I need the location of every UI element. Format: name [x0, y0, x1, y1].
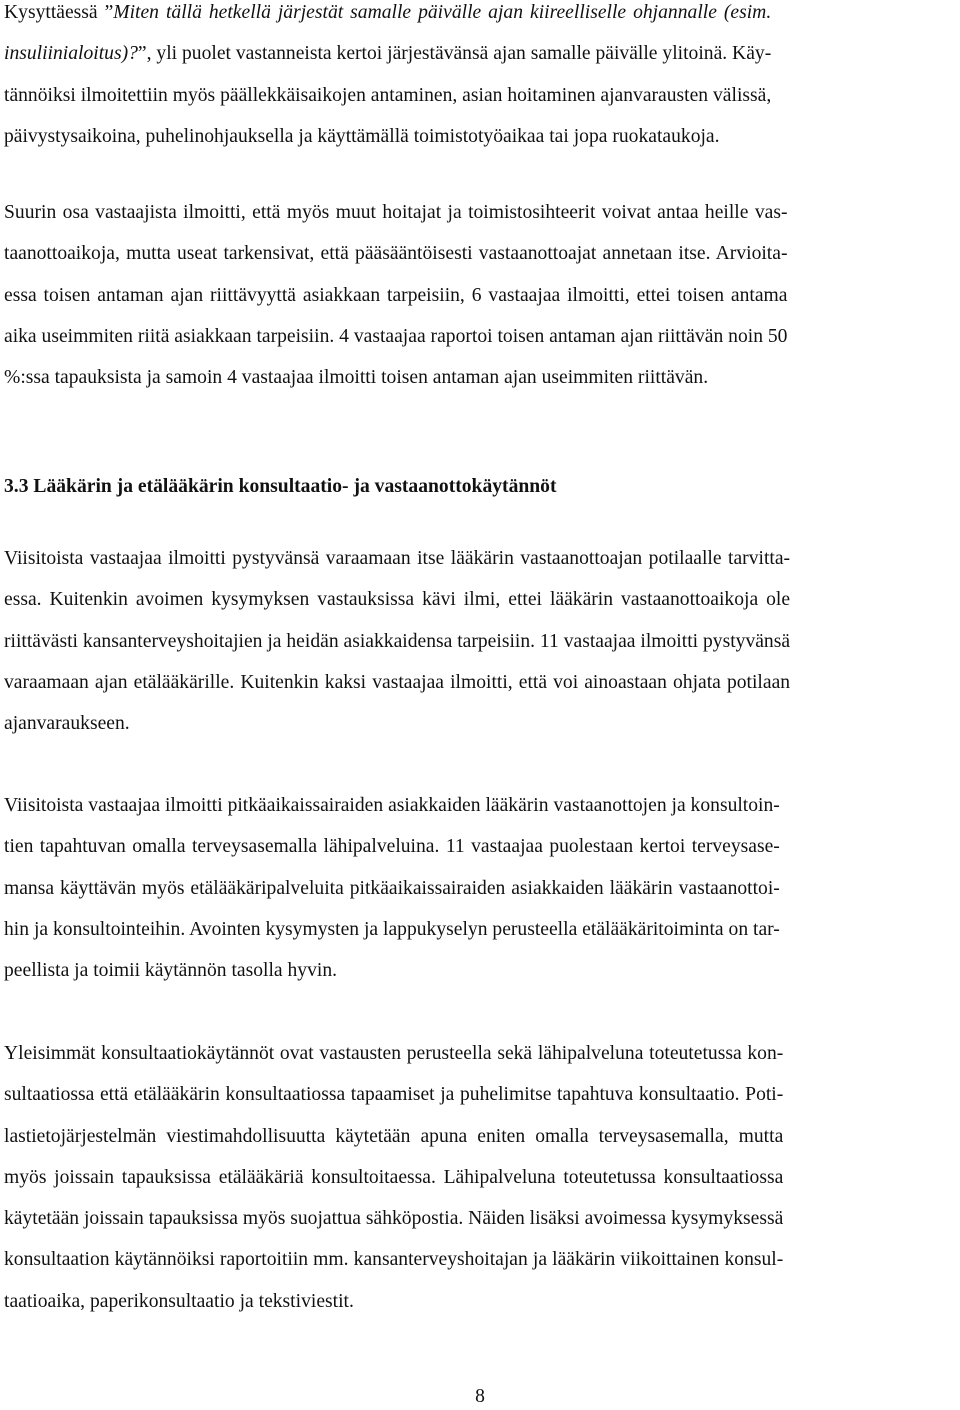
paragraph-line: essa toisen antaman ajan riittävyyttä asiakkaan tarpeisiin, 6 vastaajaa ilmoitti, ettei toisen antama: [4, 284, 788, 306]
paragraph-line: taatioaika, paperikonsultaatio ja tekstiviestit.: [4, 1290, 354, 1312]
paragraph-line: hin ja konsultointeihin. Avointen kysymysten ja lappukyselyn perusteella etälääkäritoiminta on tar-: [4, 918, 780, 940]
paragraph-line: Suurin osa vastaajista ilmoitti, että myös muut hoitajat ja toimistosihteerit voivat antaa heille vas-: [4, 202, 788, 223]
paragraph-line: %:ssa tapauksista ja samoin 4 vastaajaa ilmoitti toisen antaman ajan useimmiten riittävän.: [4, 367, 709, 389]
paragraph-other-staff: [4, 192, 787, 398]
paragraph-line: taanottoaikoja, mutta useat tarkensivat, että pääsääntöisesti vastaanottoajat annetaan itse. Arvioita-: [4, 243, 788, 265]
section-heading: 3.3 Lääkärin ja etälääkärin konsultaatio- ja vastaanottokäytännöt: [4, 476, 557, 497]
paragraph-line: tien tapahtuvan omalla terveysasemalla lähipalveluina. 11 vastaajaa puolestaan kertoi terveysase-: [4, 836, 780, 858]
paragraph-line: sultaatiossa että etälääkärin konsultaatiossa tapaamiset ja puhelimitse tapahtuva konsultaatio. Poti-: [4, 1084, 784, 1106]
paragraph-line: Viisitoista vastaajaa ilmoitti pitkäaikaissairaiden asiakkaiden lääkärin vastaanottojen ja konsultoin-: [4, 795, 780, 816]
italic-question-part-2: insuliinialoitus)?: [4, 43, 138, 65]
paragraph-line: Viisitoista vastaajaa ilmoitti pystyvänsä varaamaan itse lääkärin vastaanottoajan potilaalle tarvitta-: [4, 548, 791, 569]
paragraph-line: [4, 0, 771, 33]
paragraph-line: Yleisimmät konsultaatiokäytännöt ovat vastausten perusteella sekä lähipalveluna toteutetussa kon-: [4, 1043, 784, 1064]
text-suffix: ”, yli puolet vastanneista kertoi järjestävänsä ajan samalle päivälle ylitoinä. Käy-: [137, 43, 772, 65]
italic-question-part-1: Miten tällä hetkellä järjestät samalle päivälle ajan kiireelliselle ohjannalle (esim.: [113, 2, 772, 23]
paragraph-chronic-patients: [4, 785, 780, 991]
paragraph-line: [4, 33, 771, 74]
paragraph-line: myös joissain tapauksissa etälääkäriä konsultoitaessa. Lähipalveluna toteutetussa konsultaatiossa: [4, 1166, 784, 1188]
paragraph-line: käytetään joissain tapauksissa myös suojattua sähköpostia. Näiden lisäksi avoimessa kysymyksessä: [4, 1208, 784, 1230]
paragraph-line: riittävästi kansanterveyshoitajien ja heidän asiakkaidensa tarpeisiin. 11 vastaajaa ilmoitti pystyvänsä: [4, 630, 791, 652]
paragraph-line: päivystysaikoina, puhelinohjauksella ja käyttämällä toimistotyöaikaa tai jopa ruokataukoja.: [4, 125, 720, 147]
paragraph-line: tännöiksi ilmoitettiin myös päällekkäisaikojen antaminen, asian hoitaminen ajanvarausten välissä,: [4, 84, 772, 106]
paragraph-line: essa. Kuitenkin avoimen kysymyksen vastauksissa kävi ilmi, ettei lääkärin vastaanottoaikoja ole: [4, 589, 791, 611]
paragraph-line: konsultaation käytännöiksi raportoitiin mm. kansanterveyshoitajan ja lääkärin viikoittainen konsul-: [4, 1249, 784, 1271]
paragraph-line: mansa käyttävän myös etälääkäripalveluita pitkäaikaissairaiden asiakkaiden lääkärin vastaanottoi-: [4, 877, 780, 899]
paragraph-line: varaamaan ajan etälääkärille. Kuitenkin kaksi vastaajaa ilmoitti, että voi ainoastaan ohjata potilaan: [4, 671, 791, 693]
text-prefix: Kysyttäessä ”: [4, 2, 114, 23]
page-number: 8: [475, 1386, 485, 1407]
paragraph-line: peellista ja toimii käytännön tasolla hyvin.: [4, 960, 338, 982]
paragraph-line: aika useimmiten riitä asiakkaan tarpeisiin. 4 vastaajaa raportoi toisen antaman ajan riittävän noin 50: [4, 325, 788, 347]
paragraph-doctor-appointments: [4, 538, 790, 744]
paragraph-consultation-practices: [4, 1033, 783, 1322]
paragraph-line: ajanvaraukseen.: [4, 713, 130, 735]
paragraph-survey-question: [4, 0, 771, 157]
paragraph-line: lastietojärjestelmän viestimahdollisuutta käytetään apuna eniten omalla terveysasemalla, mutta: [4, 1125, 784, 1147]
